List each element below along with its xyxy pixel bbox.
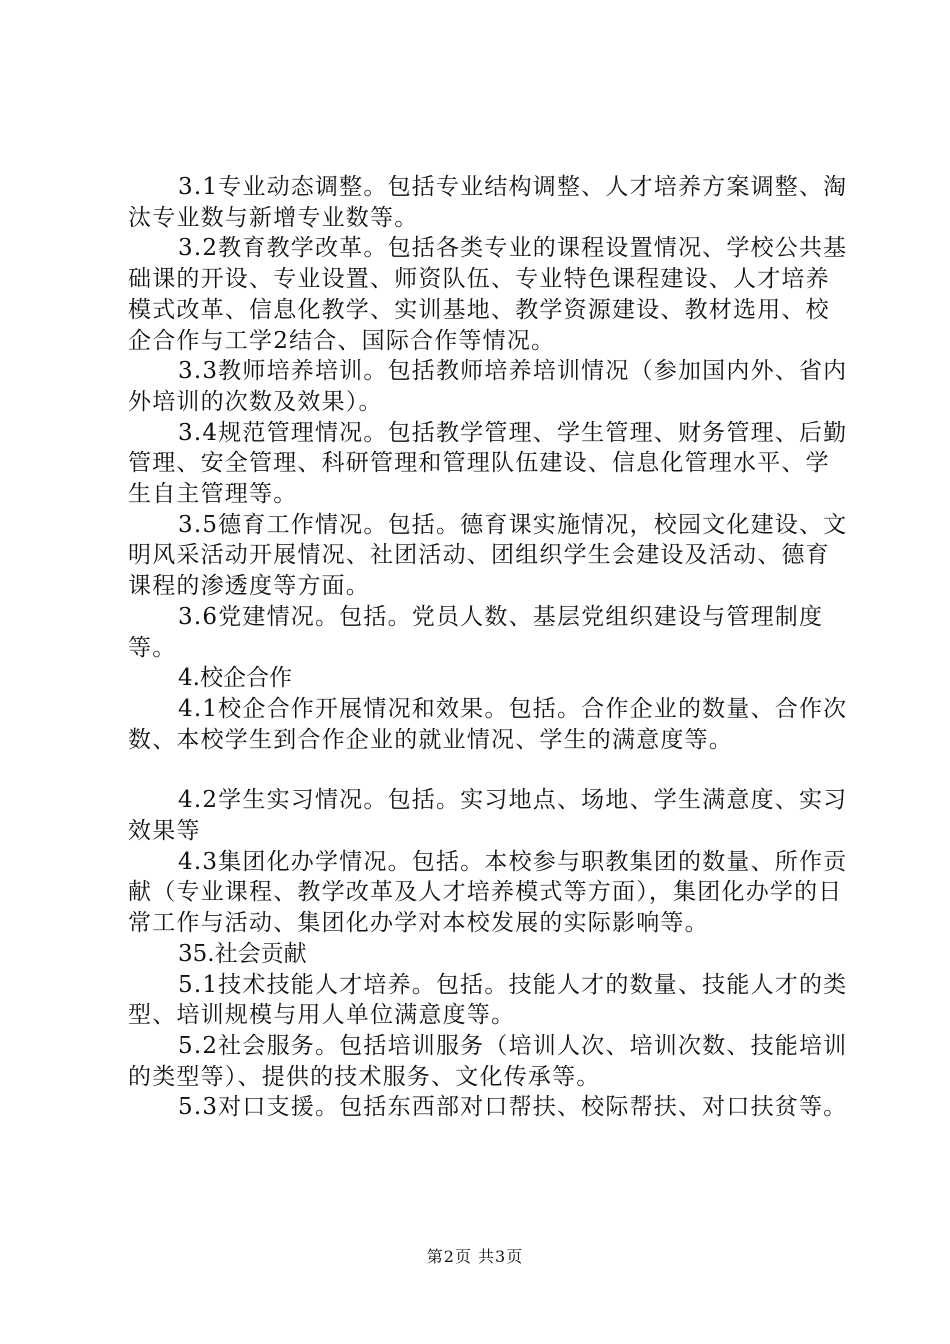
section-heading-4: 4.校企合作	[178, 665, 292, 692]
page-footer: 第2页 共3页	[426, 1247, 524, 1266]
paragraph-4-3: 4.3集团化办学情况。包括。本校参与职教集团的数量、所作贡献（专业课程、教学改革及人才培养模式等方面），集团化办学的日常工作与活动、集团化办学对本校发展的实际影响等。	[128, 848, 848, 937]
paragraph-5-1: 5.1技术技能人才培养。包括。技能人才的数量、技能人才的类型、培训规模与用人单位满意度等。	[128, 971, 848, 1029]
section-heading-5: 35.社会贡献	[178, 940, 307, 967]
paragraph-4-2: 4.2学生实习情况。包括。实习地点、场地、学生满意度、实习效果等	[128, 787, 848, 845]
paragraph-3-2: 3.2教育教学改革。包括各类专业的课程设置情况、学校公共基础课的开设、专业设置、师资队伍、专业特色课程建设、人才培养模式改革、信息化教学、实训基地、教学资源建设、教材选用、校企合作与工学2结合、国际合作等情况。	[128, 235, 848, 354]
paragraph-3-3: 3.3教师培养培训。包括教师培养培训情况（参加国内外、省内外培训的次数及效果）。	[128, 358, 848, 415]
document-body	[128, 172, 848, 1123]
paragraph-3-1: 3.1专业动态调整。包括专业结构调整、人才培养方案调整、淘汰专业数与新增专业数等。	[128, 174, 848, 231]
paragraph-3-5: 3.5德育工作情况。包括。德育课实施情况，校园文化建设、文明风采活动开展情况、社团活动、团组织学生会建设及活动、德育课程的渗透度等方面。	[128, 511, 848, 600]
paragraph-3-6: 3.6党建情况。包括。党员人数、基层党组织建设与管理制度等。	[128, 603, 824, 661]
paragraph-gap	[128, 755, 848, 785]
paragraph-5-2: 5.2社会服务。包括培训服务（培训人次、培训次数、技能培训的类型等）、提供的技术服务、文化传承等。	[128, 1032, 848, 1090]
paragraph-4-1: 4.1校企合作开展情况和效果。包括。合作企业的数量、合作次数、本校学生到合作企业的就业情况、学生的满意度等。	[128, 695, 848, 753]
paragraph-5-3: 5.3对口支援。包括东西部对口帮扶、校际帮扶、对口扶贫等。	[178, 1094, 848, 1121]
paragraph-3-4: 3.4规范管理情况。包括教学管理、学生管理、财务管理、后勤管理、安全管理、科研管理和管理队伍建设、信息化管理水平、学生自主管理等。	[128, 419, 848, 508]
